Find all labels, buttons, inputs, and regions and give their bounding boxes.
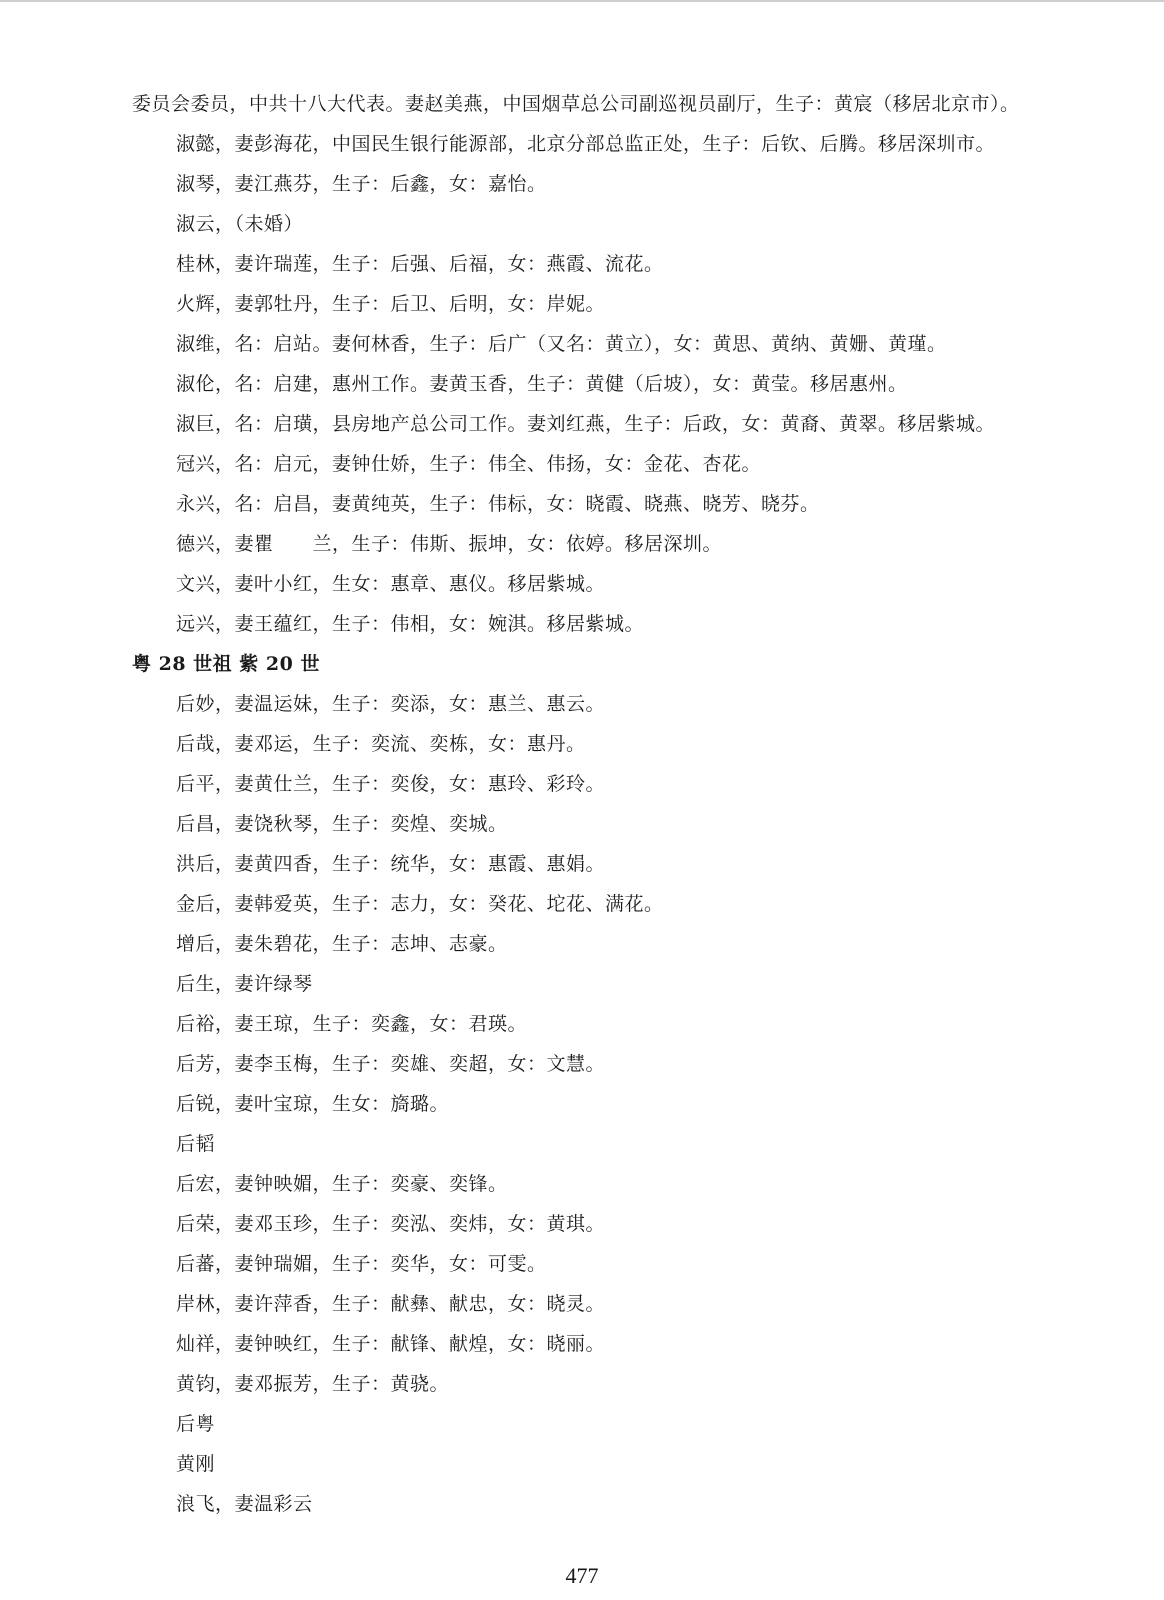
continued-paragraph-line: 委员会委员，中共十八大代表。妻赵美燕，中国烟草总公司副巡视员副厅，生子：黄宸（移居北京市）。 [132,93,1020,115]
generation-heading: 粤 28 世祖 紫 20 世 [132,653,320,675]
genealogy-entry: 后芳，妻李玉梅，生子：奕雄、奕超，女：文慧。 [176,1053,606,1075]
genealogy-entry: 火辉，妻郭牡丹，生子：后卫、后明，女：岸妮。 [176,293,606,315]
genealogy-entry: 德兴，妻瞿 兰，生子：伟斯、振坤，女：依婷。移居深圳。 [176,533,723,555]
genealogy-entry: 增后，妻朱碧花，生子：志坤、志豪。 [176,933,508,955]
genealogy-entry: 后生，妻许绿琴 [176,973,313,995]
genealogy-entry: 淑琴，妻江燕芬，生子：后鑫，女：嘉怡。 [176,173,547,195]
genealogy-entry: 金后，妻韩爱英，生子：志力，女：癸花、坨花、满花。 [176,893,664,915]
genealogy-entry: 后蕃，妻钟瑞媚，生子：奕华，女：可雯。 [176,1253,547,1275]
genealogy-entry: 淑云，（未婚） [176,213,304,235]
genealogy-entry: 浪飞，妻温彩云 [176,1493,313,1515]
genealogy-entry: 洪后，妻黄四香，生子：统华，女：惠霞、惠娟。 [176,853,606,875]
genealogy-entry: 淑伦，名：启建，惠州工作。妻黄玉香，生子：黄健（后坡），女：黄莹。移居惠州。 [176,373,908,395]
genealogy-entry: 后平，妻黄仕兰，生子：奕俊，女：惠玲、彩玲。 [176,773,606,795]
genealogy-entry: 淑维，名：启站。妻何林香，生子：后广（又名：黄立），女：黄思、黄纳、黄姗、黄瑾。 [176,333,947,355]
genealogy-entry: 后韬 [176,1133,216,1155]
genealogy-entry: 黄刚 [176,1453,216,1475]
genealogy-entry: 后粤 [176,1413,216,1435]
genealogy-entry: 桂林，妻许瑞莲，生子：后强、后福，女：燕霞、流花。 [176,253,664,275]
genealogy-entry: 后宏，妻钟映媚，生子：奕豪、奕锋。 [176,1173,508,1195]
genealogy-entry: 后裕，妻王琼，生子：奕鑫，女：君瑛。 [176,1013,528,1035]
genealogy-entry: 黄钧，妻邓振芳，生子：黄骁。 [176,1373,450,1395]
genealogy-entry: 灿祥，妻钟映红，生子：献锋、献煌，女：晓丽。 [176,1333,606,1355]
genealogy-entry: 后荣，妻邓玉珍，生子：奕泓、奕炜，女：黄琪。 [176,1213,606,1235]
genealogy-entry: 永兴，名：启昌，妻黄纯英，生子：伟标，女：晓霞、晓燕、晓芳、晓芬。 [176,493,820,515]
genealogy-entry: 后昌，妻饶秋琴，生子：奕煌、奕城。 [176,813,508,835]
genealogy-entry: 淑懿，妻彭海花，中国民生银行能源部，北京分部总监正处，生子：后钦、后腾。移居深圳市。 [176,133,996,155]
genealogy-entry: 文兴，妻叶小红，生女：惠章、惠仪。移居紫城。 [176,573,606,595]
genealogy-entry: 岸林，妻许萍香，生子：献彝、献忠，女：晓灵。 [176,1293,606,1315]
page-number: 477 [565,1563,599,1588]
genealogy-entry: 远兴，妻王蕴红，生子：伟相，女：婉淇。移居紫城。 [176,613,645,635]
genealogy-entry: 冠兴，名：启元，妻钟仕娇，生子：伟全、伟扬，女：金花、杏花。 [176,453,762,475]
genealogy-entry: 后锐，妻叶宝琼，生女：旖璐。 [176,1093,450,1115]
genealogy-entry: 后哉，妻邓运，生子：奕流、奕栋，女：惠丹。 [176,733,586,755]
genealogy-entry: 淑巨，名：启璜，县房地产总公司工作。妻刘红燕，生子：后政，女：黄裔、黄翠。移居紫城。 [176,413,996,435]
genealogy-entry: 后妙，妻温运妹，生子：奕添，女：惠兰、惠云。 [176,693,606,715]
